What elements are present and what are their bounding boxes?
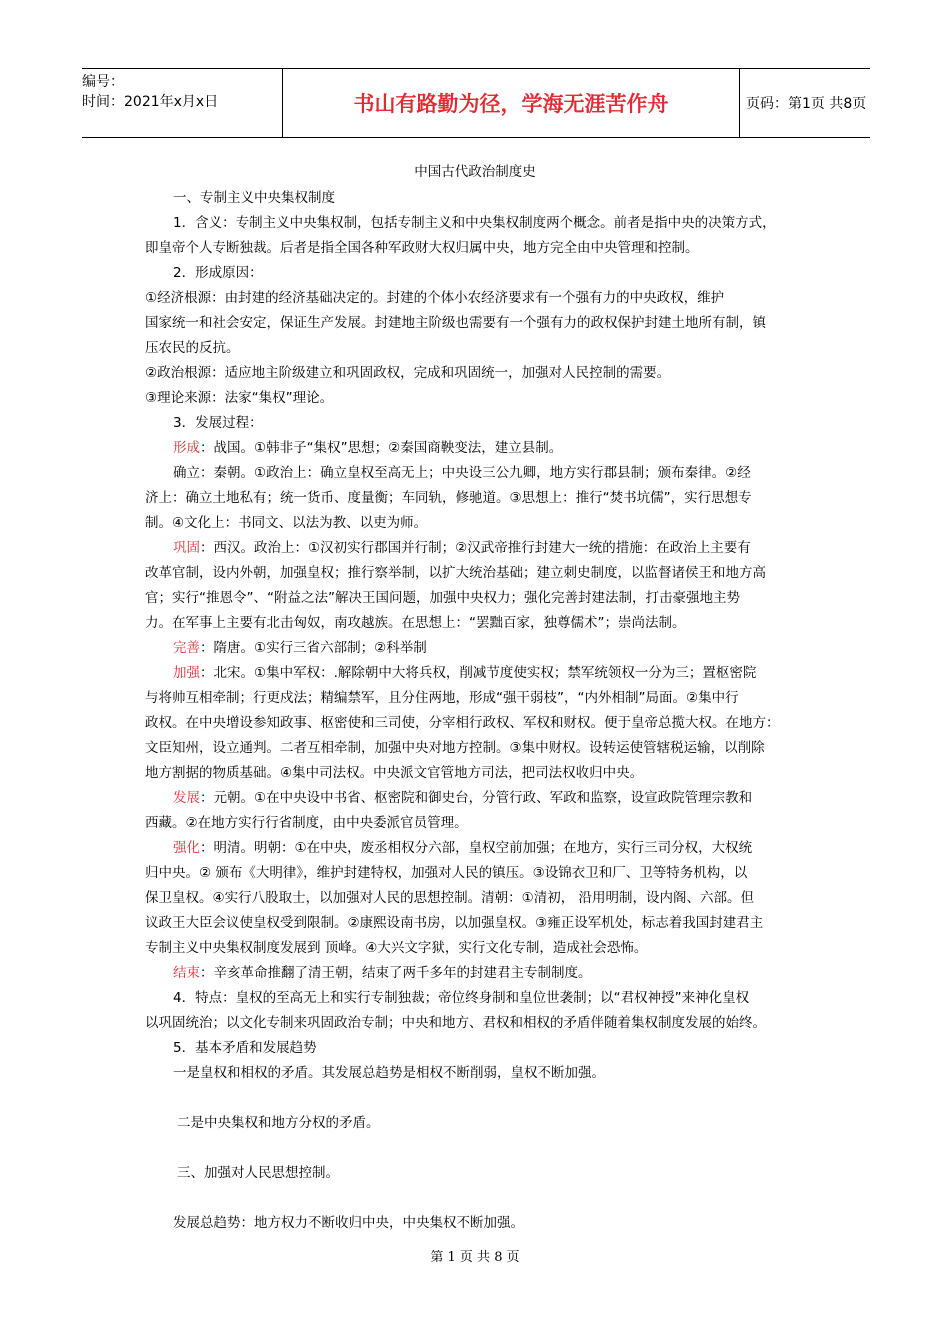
page-footer: 第 1 页 共 8 页 [430, 1250, 520, 1265]
paragraph-line: ②政治根源：适应地主阶级建立和巩固政权，完成和巩固统一，加强对人民控制的需要。 [145, 365, 671, 381]
paragraph-line: 确立：秦朝。①政治上：确立皇权至高无上；中央设三公九卿，地方实行郡县制；颁布秦律。②经 [173, 465, 751, 481]
paragraph-line: 与将帅互相牵制；行更戍法；精编禁军，且分住两地，形成“强干弱枝”，“内外相制”局面。②集中行 [145, 690, 739, 706]
paragraph-line: 2．形成原因： [173, 265, 263, 281]
header-motto: 书山有路勤为径，学海无涯苦作舟 [282, 69, 740, 137]
document-title: 中国古代政治制度史 [414, 164, 536, 180]
paragraph-line: 加强：北宋。①集中军权：.解除朝中大将兵权，削减节度使实权；禁军统领权一分为三；置枢密院 [173, 665, 757, 681]
paragraph-line: 3．发展过程： [173, 415, 263, 431]
paragraph-line: 4．特点：皇权的至高无上和实行专制独裁；帝位终身制和皇位世袭制；以“君权神授”来神化皇权 [173, 990, 750, 1006]
header-meta [82, 69, 282, 140]
paragraph-line: 强化：明清。明朝：①在中央，废丞相权分六部，皇权空前加强；在地方，实行三司分权，大权统 [173, 840, 753, 856]
paragraph-line: 保卫皇权。④实行八股取士，以加强对人民的思想控制。清朝：①清初， 沿用明制，设内阁、六部。但 [145, 890, 754, 906]
section-heading: 三、加强对人民思想控制。 [177, 1165, 339, 1181]
paragraph-line: 专制主义中央集权制度发展到 顶峰。④大兴文字狱，实行文化专制，造成社会恐怖。 [145, 940, 648, 956]
paragraph-line: 西藏。②在地方实行行省制度，由中央委派官员管理。 [145, 815, 468, 831]
stage-keyword: 发展 [173, 790, 200, 806]
paragraph-line: ③理论来源：法家“集权”理论。 [145, 390, 334, 406]
paragraph-line: 以巩固统治；以文化专制来巩固政治专制；中央和地方、君权和相权的矛盾伴随着集权制度发展的始终。 [145, 1015, 766, 1031]
stage-keyword: 强化 [173, 840, 200, 856]
paragraph-line: 发展：元朝。①在中央设中书省、枢密院和御史台，分管行政、军政和监察，设宣政院管理宗教和 [173, 790, 753, 806]
paragraph-line: 结束：辛亥革命推翻了清王朝，结束了两千多年的封建君主专制制度。 [173, 965, 592, 981]
stage-keyword: 加强 [173, 665, 200, 681]
paragraph-line: 制。④文化上：书同文、以法为教、以吏为师。 [145, 515, 428, 531]
section-heading: 一、专制主义中央集权制度 [173, 190, 335, 206]
spacer [145, 1136, 805, 1161]
page-header [82, 68, 870, 138]
paragraph-line: 即皇帝个人专断独裁。后者是指全国各种军政财大权归属中央，地方完全由中央管理和控制。 [145, 240, 699, 256]
paragraph-line: 完善：隋唐。①实行三省六部制；②科举制 [173, 640, 427, 656]
paragraph-line: 一是皇权和相权的矛盾。其发展总趋势是相权不断削弱，皇权不断加强。 [173, 1065, 605, 1081]
paragraph-line: 巩固：西汉。政治上：①汉初实行郡国并行制；②汉武帝推行封建大一统的措施：在政治上主要有 [173, 540, 751, 556]
header-page-label: 页码：第1页 共8页 [746, 96, 867, 112]
code-label: 编号： [82, 74, 124, 90]
document-body [145, 158, 805, 1236]
paragraph-line: 二是中央集权和地方分权的矛盾。 [177, 1115, 380, 1131]
time-label: 时间：2021年x月x日 [82, 94, 219, 110]
paragraph-line: 官；实行“推恩令”、“附益之法”解决王国问题，加强中央权力；强化完善封建法制，打击豪强地主势 [145, 590, 740, 606]
paragraph-line: 力。在军事上主要有北击匈奴，南攻越族。在思想上：“罢黜百家，独尊儒术”；崇尚法制。 [145, 615, 686, 631]
spacer [145, 1186, 805, 1211]
stage-keyword: 完善 [173, 640, 200, 656]
paragraph-line: 改革官制，设内外朝，加强皇权；推行察举制，以扩大统治基础；建立刺史制度，以监督诸侯王和地方高 [145, 565, 766, 581]
paragraph-line: 5．基本矛盾和发展趋势 [173, 1040, 317, 1056]
paragraph-line: 国家统一和社会安定，保证生产发展。封建地主阶级也需要有一个强有力的政权保护封建土地所有制，镇 [145, 315, 766, 331]
paragraph-line: 发展总趋势：地方权力不断收归中央，中央集权不断加强。 [173, 1215, 524, 1231]
paragraph-line: 议政王大臣会议使皇权受到限制。②康熙设南书房，以加强皇权。③雍正设军机处，标志着我国封建君主 [145, 915, 764, 931]
paragraph-line: ①经济根源：由封建的经济基础决定的。封建的个体小农经济要求有一个强有力的中央政权，维护 [145, 290, 725, 306]
paragraph-line: 济上：确立土地私有；统一货币、度量衡；车同轨，修驰道。③思想上：推行“焚书坑儒”，实行思想专 [145, 490, 752, 506]
stage-keyword: 结束 [173, 965, 200, 981]
paragraph-line: 压农民的反抗。 [145, 340, 240, 356]
stage-keyword: 形成 [173, 440, 200, 456]
paragraph-line: 文臣知州，设立通判。二者互相牵制，加强中央对地方控制。③集中财权。设转运使管辖税运输，以削除 [145, 740, 765, 756]
paragraph-line: 政权。在中央增设参知政事、枢密使和三司使，分宰相行政权、军权和财权。便于皇帝总揽大权。在地方： [145, 715, 780, 731]
spacer [145, 1086, 805, 1111]
paragraph-line: 归中央。② 颁布《大明律》，维护封建特权，加强对人民的镇压。③设锦衣卫和厂、卫等特务机构，以 [145, 865, 748, 881]
paragraph-line: 地方割据的物质基础。④集中司法权。中央派文官管地方司法，把司法权收归中央。 [145, 765, 644, 781]
paragraph-line: 1．含义：专制主义中央集权制，包括专制主义和中央集权制度两个概念。前者是指中央的决策方式， [173, 215, 776, 231]
stage-keyword: 巩固 [173, 540, 200, 556]
paragraph-line: 形成：战国。①韩非子“集权”思想；②秦国商鞅变法，建立县制。 [173, 440, 563, 456]
